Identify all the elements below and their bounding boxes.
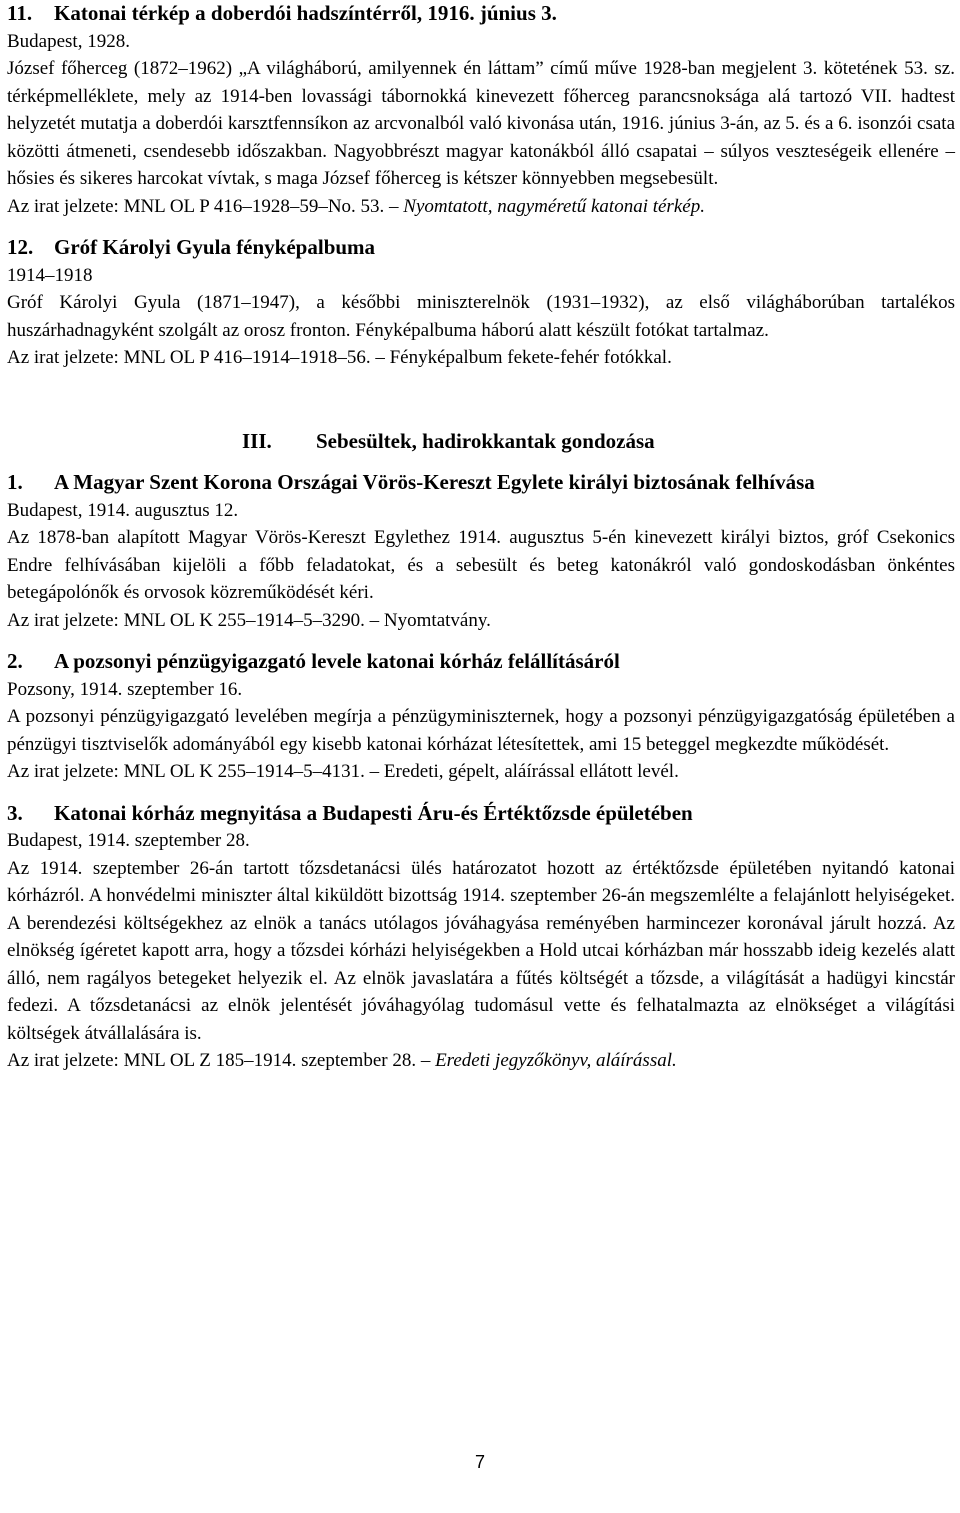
item-heading: [7, 648, 955, 676]
reference-signature: Az irat jelzete: MNL OL P 416–1928–59–No. 53.: [7, 195, 385, 217]
item-title: A pozsonyi pénzügyigazgató levele katonai kórház felállításáról: [54, 649, 620, 673]
item-1: [7, 469, 955, 634]
item-heading: [7, 234, 955, 262]
item-2: [7, 648, 955, 786]
item-12: [7, 234, 955, 372]
item-number: 2.: [7, 649, 23, 673]
item-description: József főherceg (1872–1962) „A világháború, amilyennek én láttam” című műve 1928-ban megjelent 3. kötetének 53. sz. térképmelléklete, mely az 1914-ben lovassági tábornokká kinevezett főherceg parancsnoksága alá tartozó VII. hadtest helyzetét mutatja a doberdói karsztfennsíkon az arcvonalból való kivonása után, 1916. június 3-án, az 5. és a 6. isonzói csata közötti átmeneti, csendesebb időszakban. Nagyobbrészt magyar katonákból álló csapatai – súlyos veszteségeik ellenére – hősies és sikeres harcokat vívtak, s maga József főherceg is kétszer könnyebben megsebesült.: [7, 58, 955, 189]
item-number: 12.: [7, 235, 34, 259]
item-place-date: Budapest, 1928.: [7, 30, 130, 52]
page-number: 7: [474, 1452, 485, 1472]
item-place-date: Budapest, 1914. augusztus 12.: [7, 499, 239, 521]
item-reference: Az irat jelzete: MNL OL P 416–1914–1918–56. – Fényképalbum fekete-fehér fotókkal.: [7, 347, 672, 368]
item-title: A Magyar Szent Korona Országai Vörös-Kereszt Egylete királyi biztosának felhívása: [54, 470, 815, 494]
item-heading: [7, 800, 955, 828]
item-reference: [7, 193, 955, 221]
item-reference: Az irat jelzete: MNL OL K 255–1914–5–3290. – Nyomtatvány.: [7, 609, 491, 631]
item-title: Katonai térkép a doberdói hadszíntérről, 1916. június 3.: [54, 1, 557, 25]
item-heading: [7, 469, 955, 497]
item-title: Gróf Károlyi Gyula fényképalbuma: [54, 235, 376, 259]
item-title: Katonai kórház megnyitása a Budapesti Áru-és Értéktőzsde épületében: [54, 800, 693, 825]
item-description: Gróf Károlyi Gyula (1871–1947), a későbbi miniszterelnök (1931–1932), az első világháborúban tartalékos huszárhadnagyként szolgált az orosz fronton. Fényképalbuma háború alatt készült fotókat tartalmaz.: [7, 292, 955, 341]
chapter-title: Sebesültek, hadirokkantak gondozása: [316, 428, 655, 453]
chapter-heading: [7, 428, 955, 456]
item-description: Az 1914. szeptember 26-án tartott tőzsdetanácsi ülés határozatot hozott az értéktőzsde épületében nyitandó katonai kórházról. A honvédelmi miniszter által kiküldött bizottság 1914. szeptember 26-án megszemlélte a felajánlott helyiségeket. A berendezési költségekhez az elnök a tanács utólagos jóváhagyása reményében harmincezer koronával járult hozzá. Az elnökség ígéretet kapott arra, hogy a tőzsdei kórházi helyiségekben a Hold utcai kórházban már hosszabb ideig kezelés alatt álló, nem ragályos betegeket helyezik el. Az elnök javaslatára a fűtés költségét a tőzsde, a világítását a hadügyi kincstár fedezi. A tőzsdetanácsi az elnök jelentését jóváhagyólag tudomásul vette és felhatalmazta az elnökséget a világítási költségek átvállalására is.: [7, 857, 955, 1044]
item-place-date: Budapest, 1914. szeptember 28.: [7, 830, 250, 851]
item-reference: [7, 1047, 955, 1075]
item-3: [7, 800, 955, 1075]
item-11: [7, 0, 955, 220]
item-place-date: 1914–1918: [7, 264, 93, 286]
reference-note: – Nyomtatott, nagyméretű katonai térkép.: [384, 195, 705, 217]
item-description: A pozsonyi pénzügyigazgató levelében megírja a pénzügyminiszternek, hogy a pozsonyi pénzügyigazgatóság épületében a pénzügyi tisztviselők adományából egy kisebb katonai kórházat létesítettek, ami 15 beteggel megkezdte működését.: [7, 706, 955, 755]
item-number: 11.: [7, 1, 33, 25]
item-number: 3.: [7, 800, 23, 825]
item-heading: [7, 0, 955, 28]
chapter-number: III.: [242, 428, 272, 453]
item-place-date: Pozsony, 1914. szeptember 16.: [7, 678, 243, 700]
item-reference: Az irat jelzete: MNL OL K 255–1914–5–4131. – Eredeti, gépelt, aláírással ellátott levél.: [7, 761, 679, 782]
document-page: [7, 0, 955, 1075]
item-description: Az 1878-ban alapított Magyar Vörös-Kereszt Egylethez 1914. augusztus 5-én kinevezett királyi biztos, gróf Csekonics Endre felhívásában kijelöli a főbb feladatokat, és a sebesült és beteg katonákról való gondoskodásban önkéntes betegápolónők és orvosok közreműködését kéri.: [7, 527, 955, 603]
reference-note: – Eredeti jegyzőkönyv, aláírással.: [420, 1050, 677, 1071]
item-number: 1.: [7, 470, 23, 494]
reference-signature: Az irat jelzete: MNL OL Z 185–1914. szeptember 28.: [7, 1050, 417, 1071]
